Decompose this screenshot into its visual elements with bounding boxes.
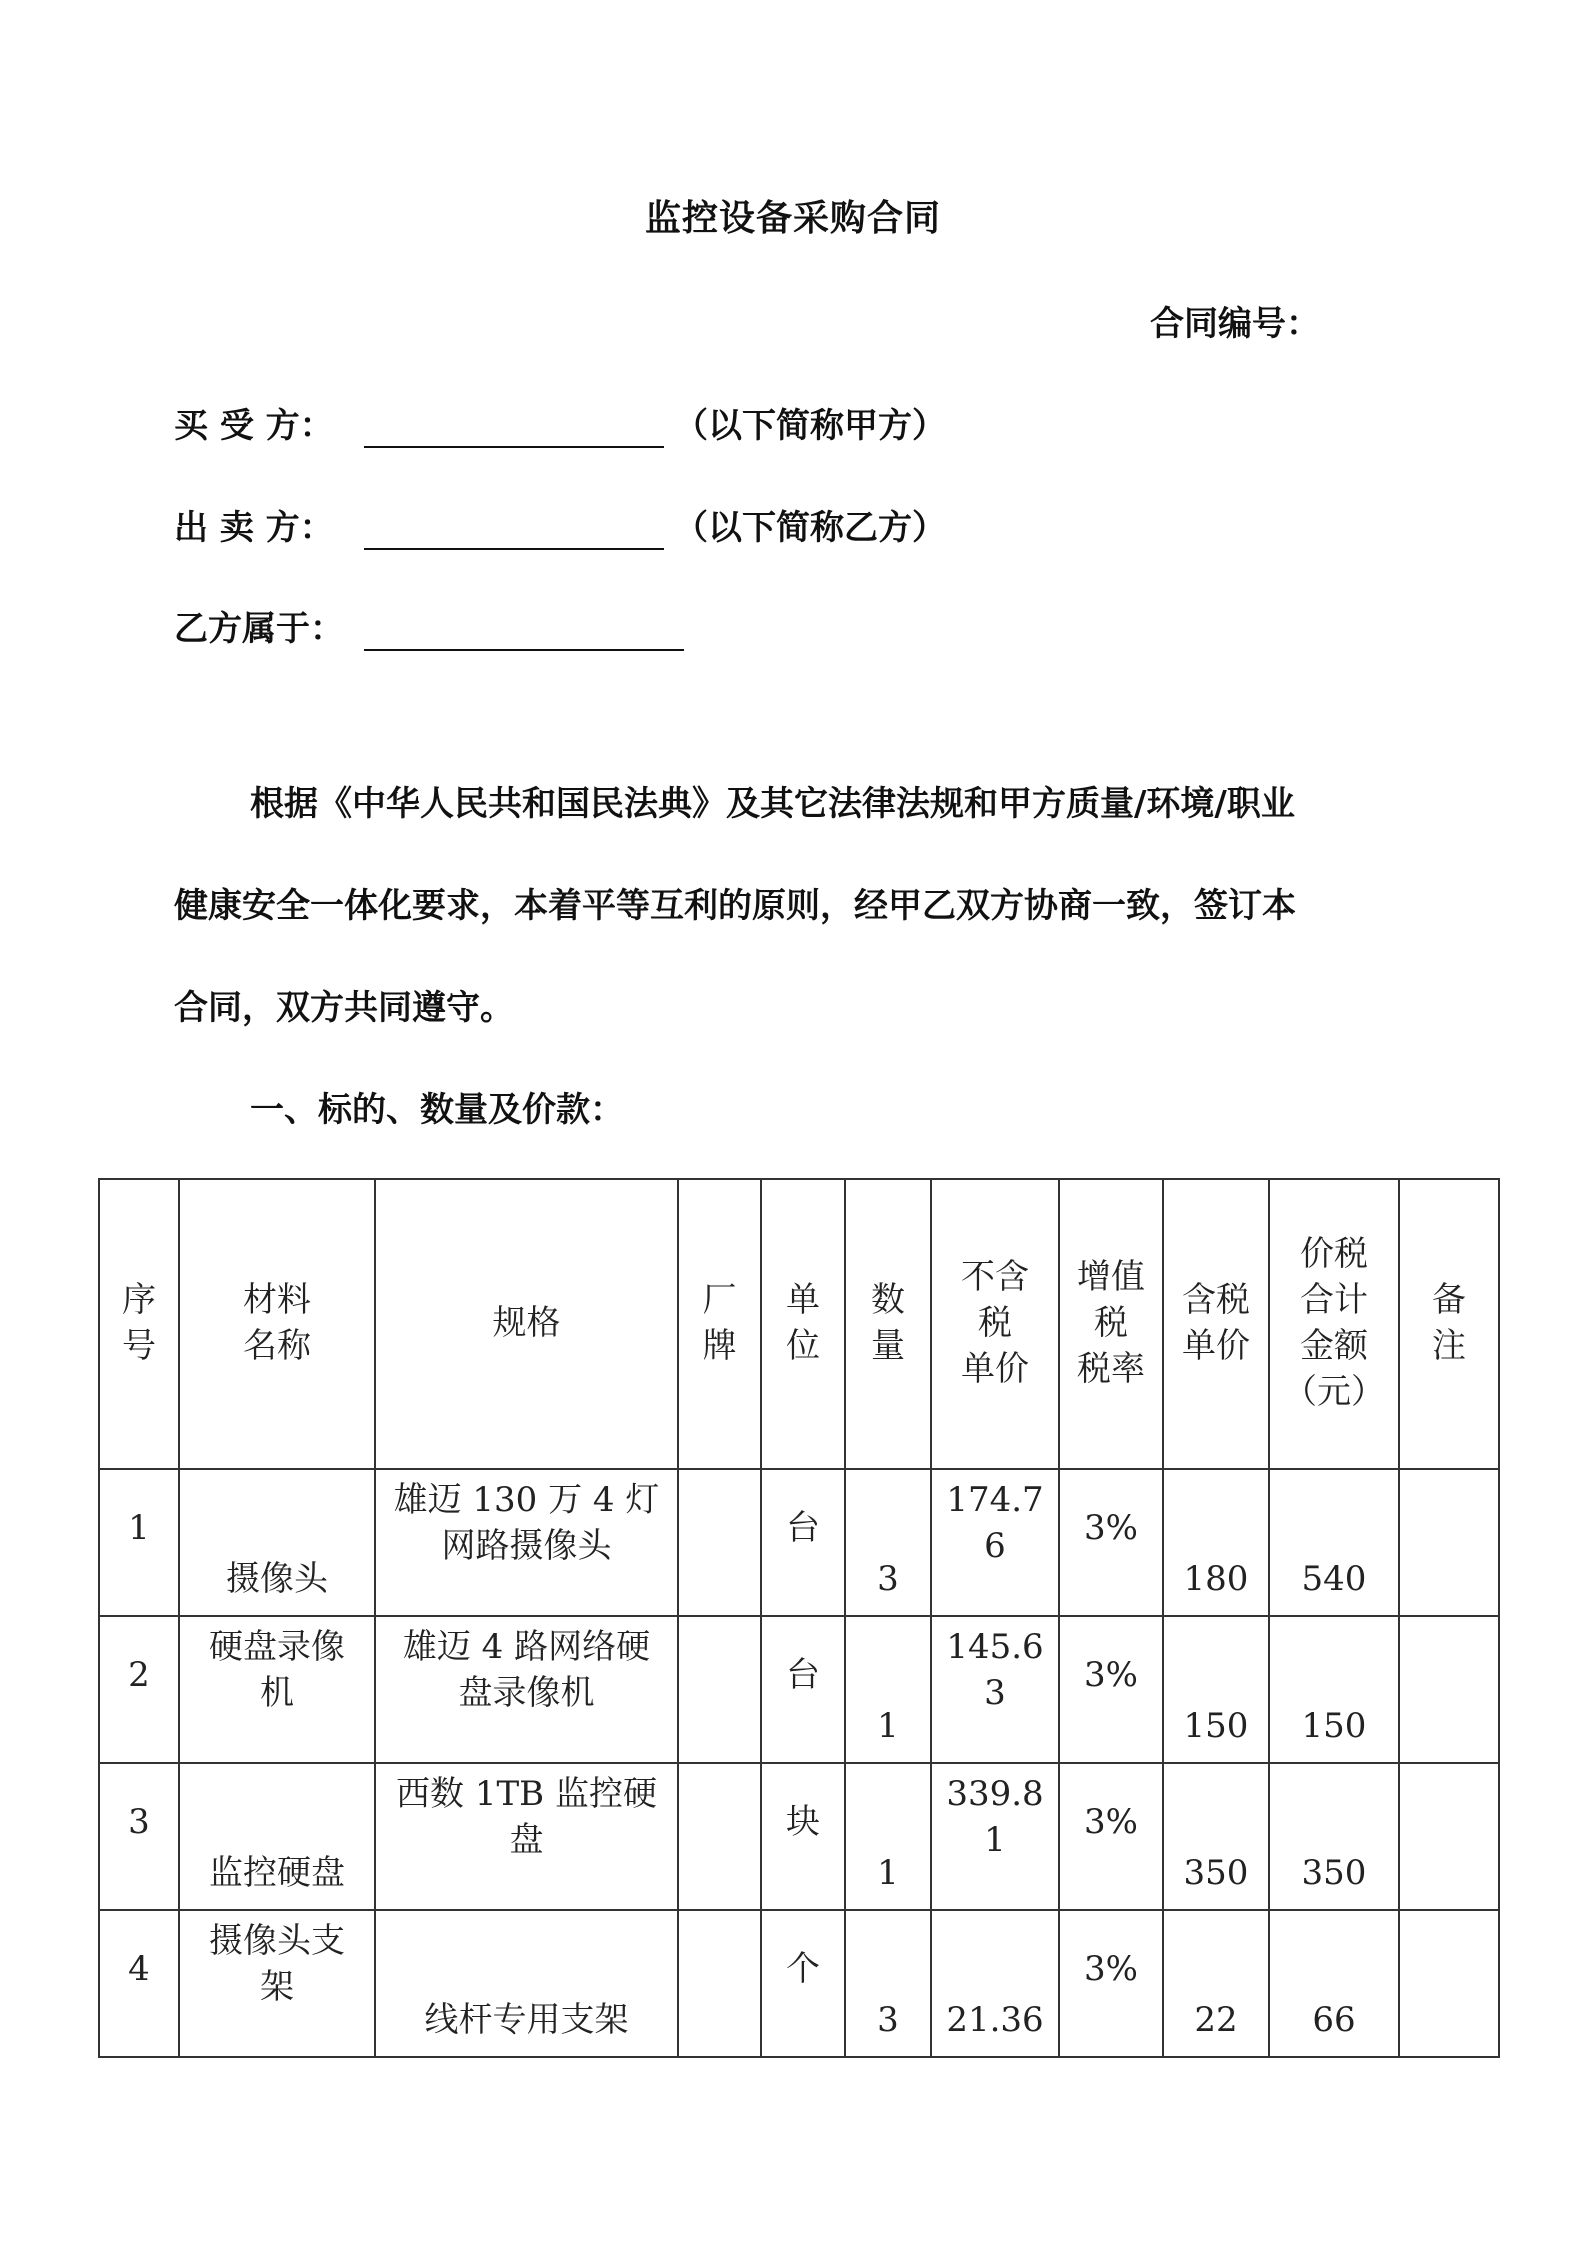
cell-price-in-tax: 22 [1163, 1910, 1269, 2057]
header-seq: 序 号 [99, 1179, 179, 1469]
cell-unit: 个 [761, 1910, 845, 2057]
cell-spec: 雄迈 4 路网络硬盘录像机 [375, 1616, 678, 1763]
cell-price-in-tax: 180 [1163, 1469, 1269, 1616]
table-row [99, 1616, 1499, 1763]
table-header-row [99, 1179, 1499, 1469]
header-note: 备 注 [1399, 1179, 1499, 1469]
cell-name: 监控硬盘 [179, 1763, 375, 1910]
cell-vat-rate: 3% [1059, 1616, 1163, 1763]
cell-qty: 3 [845, 1469, 931, 1616]
buyer-line [174, 398, 946, 448]
cell-unit: 台 [761, 1469, 845, 1616]
seller-line [174, 500, 946, 550]
cell-qty: 1 [845, 1763, 931, 1910]
buyer-suffix: （以下简称甲方） [674, 406, 946, 446]
table-row [99, 1469, 1499, 1616]
header-brand: 厂 牌 [678, 1179, 761, 1469]
cell-total: 540 [1269, 1469, 1399, 1616]
header-price-in-tax: 含税 单价 [1163, 1179, 1269, 1469]
seller-type-blank[interactable] [364, 601, 684, 651]
cell-brand [678, 1469, 761, 1616]
seller-type-label: 乙方属于： [174, 609, 344, 649]
cell-price-ex-tax: 21.36 [931, 1910, 1059, 2057]
header-vat-rate: 增值 税 税率 [1059, 1179, 1163, 1469]
cell-qty: 3 [845, 1910, 931, 2057]
cell-price-ex-tax: 145.63 [931, 1616, 1059, 1763]
seller-type-line [174, 601, 354, 651]
cell-seq: 1 [99, 1469, 179, 1616]
cell-vat-rate: 3% [1059, 1469, 1163, 1616]
cell-brand [678, 1910, 761, 2057]
cell-qty: 1 [845, 1616, 931, 1763]
cell-vat-rate: 3% [1059, 1763, 1163, 1910]
cell-spec: 线杆专用支架 [375, 1910, 678, 2057]
contract-number-label: 合同编号： [1150, 304, 1320, 344]
cell-note [1399, 1469, 1499, 1616]
table-row [99, 1763, 1499, 1910]
intro-line-1: 根据《中华人民共和国民法典》及其它法律法规和甲方质量/环境/职业 [250, 784, 1295, 824]
cell-price-in-tax: 150 [1163, 1616, 1269, 1763]
cell-brand [678, 1763, 761, 1910]
cell-spec: 雄迈 130 万 4 灯网路摄像头 [375, 1469, 678, 1616]
seller-suffix: （以下简称乙方） [674, 508, 946, 548]
cell-price-ex-tax: 339.81 [931, 1763, 1059, 1910]
section-1-heading: 一、标的、数量及价款： [250, 1090, 624, 1130]
intro-line-2: 健康安全一体化要求，本着平等互利的原则，经甲乙双方协商一致，签订本 [174, 886, 1296, 926]
cell-name: 摄像头 [179, 1469, 375, 1616]
header-spec: 规格 [375, 1179, 678, 1469]
intro-line-3: 合同，双方共同遵守。 [174, 988, 514, 1028]
seller-blank[interactable] [364, 500, 664, 550]
cell-note [1399, 1763, 1499, 1910]
cell-total: 350 [1269, 1763, 1399, 1910]
cell-total: 150 [1269, 1616, 1399, 1763]
header-qty: 数 量 [845, 1179, 931, 1469]
cell-unit: 台 [761, 1616, 845, 1763]
cell-total: 66 [1269, 1910, 1399, 2057]
cell-price-ex-tax: 174.76 [931, 1469, 1059, 1616]
cell-brand [678, 1616, 761, 1763]
cell-name: 硬盘录像机 [179, 1616, 375, 1763]
cell-seq: 4 [99, 1910, 179, 2057]
cell-unit: 块 [761, 1763, 845, 1910]
cell-vat-rate: 3% [1059, 1910, 1163, 2057]
document-title: 监控设备采购合同 [644, 198, 941, 239]
header-price-ex-tax: 不含 税 单价 [931, 1179, 1059, 1469]
buyer-label: 买 受 方： [174, 406, 334, 446]
header-name: 材料 名称 [179, 1179, 375, 1469]
cell-price-in-tax: 350 [1163, 1763, 1269, 1910]
cell-spec: 西数 1TB 监控硬盘 [375, 1763, 678, 1910]
cell-seq: 3 [99, 1763, 179, 1910]
buyer-blank[interactable] [364, 398, 664, 448]
items-table [98, 1178, 1500, 2058]
cell-note [1399, 1616, 1499, 1763]
header-unit: 单 位 [761, 1179, 845, 1469]
header-total: 价税 合计 金额 （元） [1269, 1179, 1399, 1469]
seller-label: 出 卖 方： [174, 508, 334, 548]
cell-note [1399, 1910, 1499, 2057]
cell-seq: 2 [99, 1616, 179, 1763]
table-row [99, 1910, 1499, 2057]
cell-name: 摄像头支架 [179, 1910, 375, 2057]
